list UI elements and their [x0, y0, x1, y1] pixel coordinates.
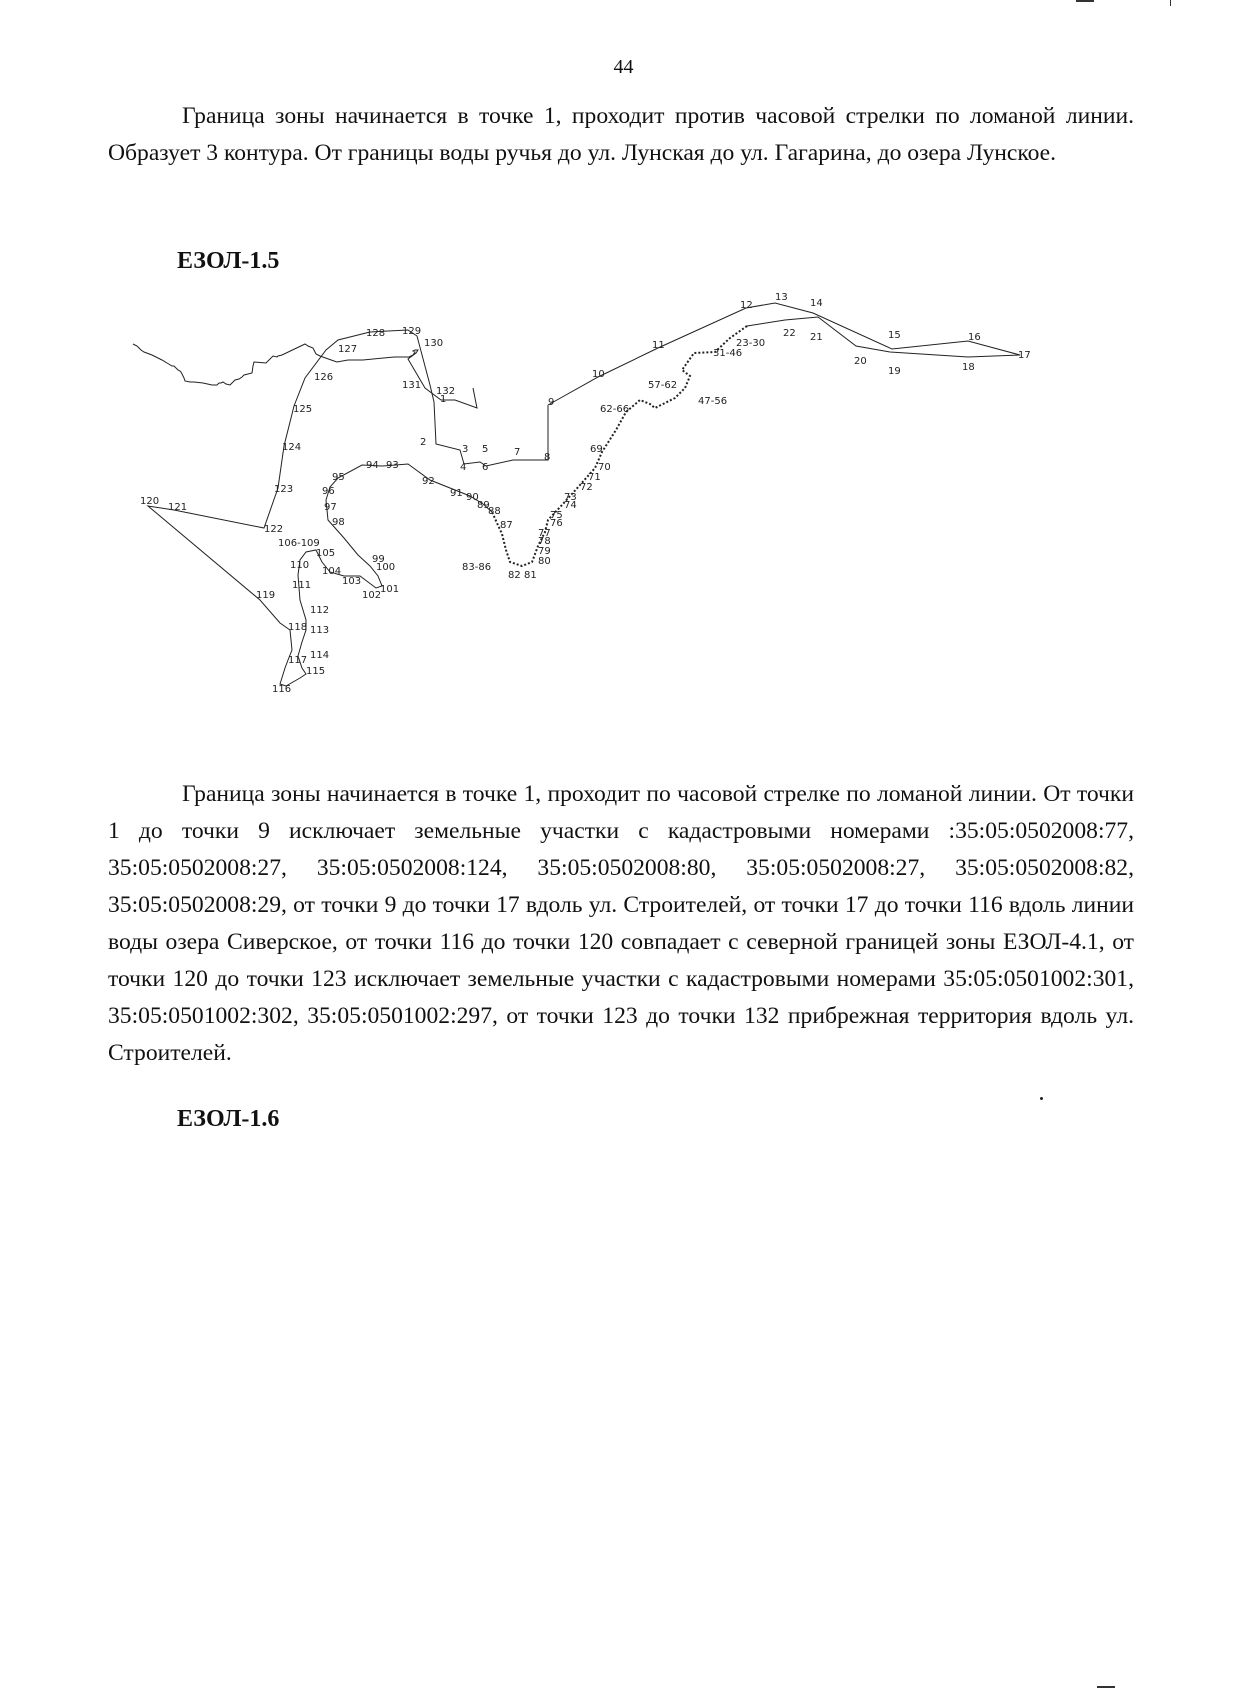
svg-text:88: 88: [488, 506, 501, 517]
svg-text:130: 130: [424, 338, 444, 349]
svg-text:9: 9: [548, 397, 555, 408]
svg-text:97: 97: [324, 502, 337, 513]
scan-dot: [1040, 1097, 1043, 1100]
svg-text:94: 94: [366, 460, 379, 471]
zone-boundary-diagram: [130, 292, 1130, 760]
svg-text:96: 96: [322, 486, 335, 497]
svg-text:11: 11: [652, 340, 665, 351]
svg-text:116: 116: [272, 684, 292, 695]
svg-text:93: 93: [386, 460, 399, 471]
svg-text:20: 20: [854, 356, 867, 367]
zone-heading-ezol-1-6: ЕЗОЛ-1.6: [177, 1106, 280, 1132]
svg-text:71: 71: [588, 472, 601, 483]
svg-text:22: 22: [783, 328, 796, 339]
svg-text:21: 21: [810, 332, 823, 343]
svg-text:81: 81: [524, 570, 537, 581]
svg-text:23-30: 23-30: [736, 338, 766, 349]
svg-text:89: 89: [477, 500, 490, 511]
svg-text:1: 1: [440, 394, 447, 405]
intro-paragraph-text: Граница зоны начинается в точке 1, проходит против часовой стрелки по ломаной линии. Образует 3 контура. От границы воды ручья до ул. Лунская до ул. Гагарина, до озера Лунское.: [108, 103, 1134, 166]
description-paragraph: [108, 776, 1134, 1072]
svg-text:18: 18: [962, 362, 975, 373]
svg-text:16: 16: [968, 332, 981, 343]
svg-text:113: 113: [310, 625, 330, 636]
svg-text:73: 73: [564, 492, 577, 503]
svg-text:131: 131: [402, 380, 422, 391]
boundary-line-outer: [133, 344, 477, 408]
svg-text:128: 128: [366, 328, 386, 339]
zone-heading-ezol-1-5: ЕЗОЛ-1.5: [177, 248, 280, 274]
svg-text:103: 103: [342, 576, 362, 587]
svg-text:115: 115: [306, 666, 326, 677]
svg-text:91: 91: [450, 488, 463, 499]
intro-paragraph: [108, 98, 1134, 172]
svg-text:117: 117: [288, 655, 308, 666]
svg-text:106-109: 106-109: [278, 538, 320, 549]
svg-text:127: 127: [338, 344, 358, 355]
svg-text:12: 12: [740, 300, 753, 311]
svg-text:77: 77: [538, 528, 551, 539]
svg-text:80: 80: [538, 556, 551, 567]
svg-text:2: 2: [420, 437, 427, 448]
svg-text:74: 74: [564, 500, 577, 511]
svg-text:72: 72: [580, 482, 593, 493]
svg-text:112: 112: [310, 605, 330, 616]
svg-text:129: 129: [402, 326, 422, 337]
svg-text:7: 7: [514, 447, 521, 458]
svg-text:120: 120: [140, 496, 160, 507]
svg-text:5: 5: [482, 444, 489, 455]
svg-text:17: 17: [1018, 350, 1031, 361]
page-number: 44: [613, 56, 634, 78]
svg-text:95: 95: [332, 472, 345, 483]
svg-text:79: 79: [538, 546, 551, 557]
svg-text:90: 90: [466, 492, 479, 503]
svg-text:76: 76: [550, 518, 563, 529]
svg-text:83-86: 83-86: [462, 562, 492, 573]
svg-text:114: 114: [310, 650, 330, 661]
svg-text:92: 92: [422, 476, 435, 487]
svg-text:82: 82: [508, 570, 521, 581]
svg-text:57-62: 57-62: [648, 380, 678, 391]
svg-text:78: 78: [538, 536, 551, 547]
svg-text:132: 132: [436, 386, 456, 397]
svg-text:15: 15: [888, 330, 901, 341]
svg-text:126: 126: [314, 372, 334, 383]
svg-text:105: 105: [316, 548, 336, 559]
svg-text:110: 110: [290, 560, 310, 571]
boundary-segment-9-17: [548, 303, 1020, 405]
svg-text:119: 119: [256, 590, 276, 601]
svg-text:10: 10: [592, 369, 605, 380]
shoreline-segment: [492, 326, 747, 566]
svg-text:13: 13: [775, 292, 788, 303]
svg-text:111: 111: [292, 580, 312, 591]
svg-text:75: 75: [550, 510, 563, 521]
svg-text:122: 122: [264, 524, 284, 535]
svg-text:98: 98: [332, 517, 345, 528]
description-paragraph-text: Граница зоны начинается в точке 1, проходит по часовой стрелке по ломаной линии. От точки 1 до точки 9 исключает земельные участки с кадастровыми номерами :35:05:0502008:77, 35:05:0502008:27, 35:05:0502008:124, 35:05:0502008:80, 35:05:0502008:27, 35:05:0502008:82, 35:05:0502008:29, от точки 9 до точки 17 вдоль ул. Строителей, от точки 17 до точки 116 вдоль линии воды озера Сиверское, от точки 116 до точки 120 совпадает с северной границей зоны ЕЗОЛ-4.1, от точки 120 до точки 123 исключает земельные участки с кадастровыми номерами 35:05:0501002:301, 35:05:0501002:302, 35:05:0501002:297, от точки 123 до точки 132 прибрежная территория вдоль ул. Строителей.: [108, 781, 1134, 1066]
svg-text:4: 4: [460, 462, 467, 473]
svg-text:124: 124: [282, 442, 302, 453]
svg-text:99: 99: [372, 554, 385, 565]
svg-text:87: 87: [500, 520, 513, 531]
svg-text:19: 19: [888, 366, 901, 377]
svg-text:118: 118: [288, 622, 308, 633]
svg-text:14: 14: [810, 298, 823, 309]
svg-text:69: 69: [590, 444, 603, 455]
svg-text:104: 104: [322, 566, 342, 577]
svg-text:100: 100: [376, 562, 396, 573]
svg-text:6: 6: [482, 462, 489, 473]
svg-text:3: 3: [462, 444, 469, 455]
svg-text:123: 123: [274, 484, 294, 495]
svg-text:121: 121: [168, 502, 188, 513]
svg-text:102: 102: [362, 590, 382, 601]
scan-edge-mark-top-right: [1170, 0, 1171, 6]
svg-text:31-46: 31-46: [713, 348, 743, 359]
scan-edge-mark-top: [1076, 0, 1094, 2]
svg-text:70: 70: [598, 462, 611, 473]
scan-edge-mark-bottom: [1097, 1686, 1115, 1688]
svg-text:47-56: 47-56: [698, 396, 728, 407]
svg-text:62-66: 62-66: [600, 404, 630, 415]
svg-text:125: 125: [293, 404, 313, 415]
svg-text:101: 101: [380, 584, 400, 595]
svg-text:8: 8: [544, 452, 551, 463]
